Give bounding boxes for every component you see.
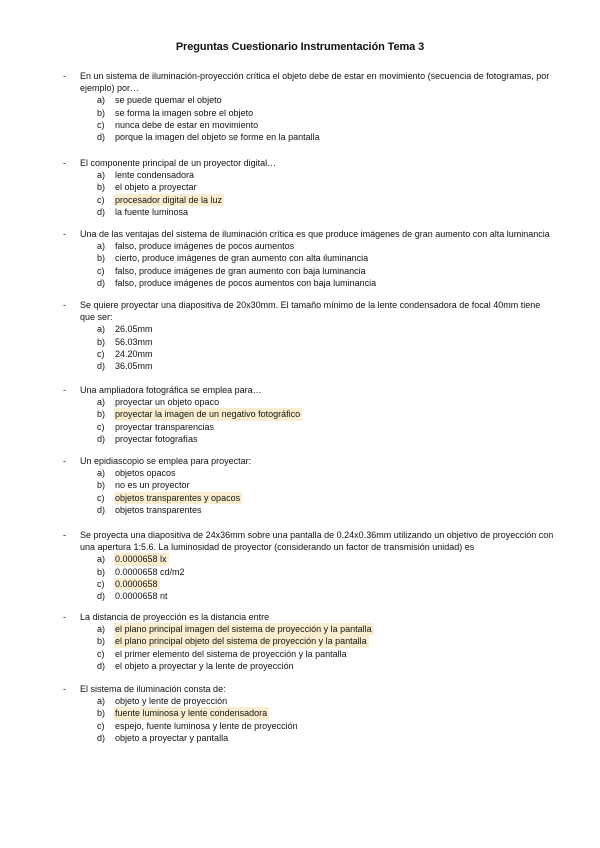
- answer-option: [0, 433, 600, 445]
- option-letter: c): [97, 648, 105, 659]
- list-bullet: -: [63, 300, 66, 310]
- answer-option: [0, 396, 600, 408]
- option-letter: b): [97, 566, 106, 577]
- option-text: lente condensadora: [115, 170, 195, 181]
- option-text: 56.03mm: [115, 336, 153, 347]
- question-text: Se proyecta una diapositiva de 24x36mm sobre una pantalla de 0.24x0.36mm utilizando un objetivo de proyección con una apertura 1:5.6. La luminosidad de proyector (considerando un factor de transmisión unidad) es: [80, 530, 554, 553]
- option-letter: a): [97, 170, 106, 181]
- option-letter: c): [97, 265, 105, 276]
- option-text-highlighted: objetos transparentes y opacos: [115, 492, 241, 503]
- answer-option: [0, 648, 600, 660]
- option-letter: b): [97, 708, 106, 719]
- option-letter: d): [97, 433, 106, 444]
- option-text: se puede quemar el objeto: [115, 95, 222, 106]
- option-letter: b): [97, 182, 106, 193]
- option-text: el objeto a proyectar y la lente de proyección: [115, 660, 294, 671]
- option-text: proyectar fotografías: [115, 433, 198, 444]
- list-bullet: -: [63, 385, 66, 395]
- list-bullet: -: [63, 530, 66, 540]
- answer-option: [0, 707, 600, 719]
- option-letter: b): [97, 336, 106, 347]
- option-letter: d): [97, 277, 106, 288]
- option-text-highlighted: fuente luminosa y lente condensadora: [115, 708, 268, 719]
- option-text-highlighted: el plano principal objeto del sistema de proyección y la pantalla: [115, 636, 367, 647]
- answer-option: [0, 348, 600, 360]
- option-letter: a): [97, 324, 106, 335]
- option-letter: c): [97, 492, 105, 503]
- answer-option: [0, 504, 600, 516]
- answer-option: [0, 131, 600, 143]
- answer-option: [0, 336, 600, 348]
- option-letter: d): [97, 660, 106, 671]
- option-text: objeto y lente de proyección: [115, 696, 228, 707]
- option-letter: c): [97, 348, 105, 359]
- page-title: Preguntas Cuestionario Instrumentación Tema 3: [175, 41, 425, 53]
- option-text: no es un proyector: [115, 480, 190, 491]
- option-letter: a): [97, 468, 106, 479]
- answer-option: [0, 119, 600, 131]
- question-text: Una ampliadora fotográfica se emplea para…: [80, 385, 262, 395]
- answer-option: [0, 94, 600, 106]
- option-letter: d): [97, 732, 106, 743]
- list-bullet: -: [63, 158, 66, 168]
- option-text: proyectar un objeto opaco: [115, 397, 220, 408]
- option-letter: d): [97, 131, 106, 142]
- answer-option: [0, 265, 600, 277]
- option-text: 24.20mm: [115, 348, 153, 359]
- answer-option: [0, 360, 600, 372]
- question-text: El componente principal de un proyector digital…: [80, 158, 277, 168]
- option-text: 36.05mm: [115, 360, 153, 371]
- answer-option: [0, 479, 600, 491]
- answer-option: [0, 590, 600, 602]
- option-text: la fuente luminosa: [115, 206, 189, 217]
- option-letter: d): [97, 360, 106, 371]
- option-text: proyectar transparencias: [115, 421, 215, 432]
- option-letter: c): [97, 421, 105, 432]
- option-text-highlighted: el plano principal imagen del sistema de proyección y la pantalla: [115, 624, 372, 635]
- option-letter: a): [97, 696, 106, 707]
- answer-option: [0, 252, 600, 264]
- answer-option: [0, 720, 600, 732]
- answer-option: [0, 194, 600, 206]
- option-letter: c): [97, 578, 105, 589]
- question-text: Una de las ventajas del sistema de iluminación crítica es que produce imágenes de gran aumento con alta luminancia: [80, 229, 550, 239]
- option-text: objetos transparentes: [115, 504, 202, 515]
- option-text: objetos opacos: [115, 468, 176, 479]
- question-text: Se quiere proyectar una diapositiva de 20x30mm. El tamaño mínimo de la lente condensadora de focal 40mm tiene que ser:: [80, 300, 541, 323]
- option-text: porque la imagen del objeto se forme en la pantalla: [115, 131, 320, 142]
- answer-option: [0, 277, 600, 289]
- answer-option: [0, 421, 600, 433]
- option-letter: d): [97, 206, 106, 217]
- answer-option: [0, 578, 600, 590]
- option-letter: c): [97, 119, 105, 130]
- answer-option: [0, 206, 600, 218]
- answer-option: [0, 732, 600, 744]
- option-text: falso, produce imágenes de gran aumento con baja luminancia: [115, 265, 366, 276]
- option-text: nunca debe de estar en movimiento: [115, 119, 259, 130]
- answer-option: [0, 492, 600, 504]
- option-letter: b): [97, 107, 106, 118]
- question-text: En un sistema de iluminación-proyección crítica el objeto debe de estar en movimiento (secuencia de fotogramas, por ejemplo) por…: [80, 71, 550, 94]
- list-bullet: -: [63, 229, 66, 239]
- answer-option: [0, 467, 600, 479]
- list-bullet: -: [63, 612, 66, 622]
- option-letter: b): [97, 409, 106, 420]
- answer-option: [0, 181, 600, 193]
- option-text: espejo, fuente luminosa y lente de proyección: [115, 720, 298, 731]
- option-letter: c): [97, 194, 105, 205]
- answer-option: [0, 323, 600, 335]
- option-letter: b): [97, 253, 106, 264]
- option-letter: a): [97, 554, 106, 565]
- option-text: falso, produce imágenes de pocos aumentos con baja luminancia: [115, 277, 377, 288]
- option-text: el primer elemento del sistema de proyección y la pantalla: [115, 648, 347, 659]
- list-bullet: -: [63, 456, 66, 466]
- question-text: El sistema de iluminación consta de:: [80, 684, 226, 694]
- option-letter: a): [97, 241, 106, 252]
- option-letter: d): [97, 590, 106, 601]
- answer-option: [0, 623, 600, 635]
- option-text: cierto, produce imágenes de gran aumento con alta iluminancia: [115, 253, 369, 264]
- answer-option: [0, 660, 600, 672]
- option-text-highlighted: procesador digital de la luz: [115, 194, 223, 205]
- option-letter: a): [97, 95, 106, 106]
- answer-option: [0, 240, 600, 252]
- list-bullet: -: [63, 684, 66, 694]
- option-text: 26.05mm: [115, 324, 153, 335]
- option-text: el objeto a proyectar: [115, 182, 197, 193]
- option-text: objeto a proyectar y pantalla: [115, 732, 229, 743]
- option-letter: b): [97, 636, 106, 647]
- option-text-highlighted: proyectar la imagen de un negativo fotográfico: [115, 409, 301, 420]
- option-letter: b): [97, 480, 106, 491]
- option-letter: c): [97, 720, 105, 731]
- answer-option: [0, 169, 600, 181]
- answer-option: [0, 408, 600, 420]
- option-letter: d): [97, 504, 106, 515]
- option-letter: a): [97, 397, 106, 408]
- option-letter: a): [97, 624, 106, 635]
- option-text: 0.0000658 cd/m2: [115, 566, 185, 577]
- answer-option: [0, 566, 600, 578]
- option-text: se forma la imagen sobre el objeto: [115, 107, 254, 118]
- answer-option: [0, 553, 600, 565]
- option-text-highlighted: 0.0000658: [115, 578, 158, 589]
- option-text: 0.0000658 nt: [115, 590, 168, 601]
- answer-option: [0, 107, 600, 119]
- option-text: falso, produce imágenes de pocos aumentos: [115, 241, 295, 252]
- question-text: La distancia de proyección es la distancia entre: [80, 612, 270, 622]
- answer-option: [0, 695, 600, 707]
- answer-option: [0, 635, 600, 647]
- list-bullet: -: [63, 71, 66, 81]
- question-text: Un epidiascopio se emplea para proyectar:: [80, 456, 252, 466]
- option-text-highlighted: 0.0000658 lx: [115, 554, 167, 565]
